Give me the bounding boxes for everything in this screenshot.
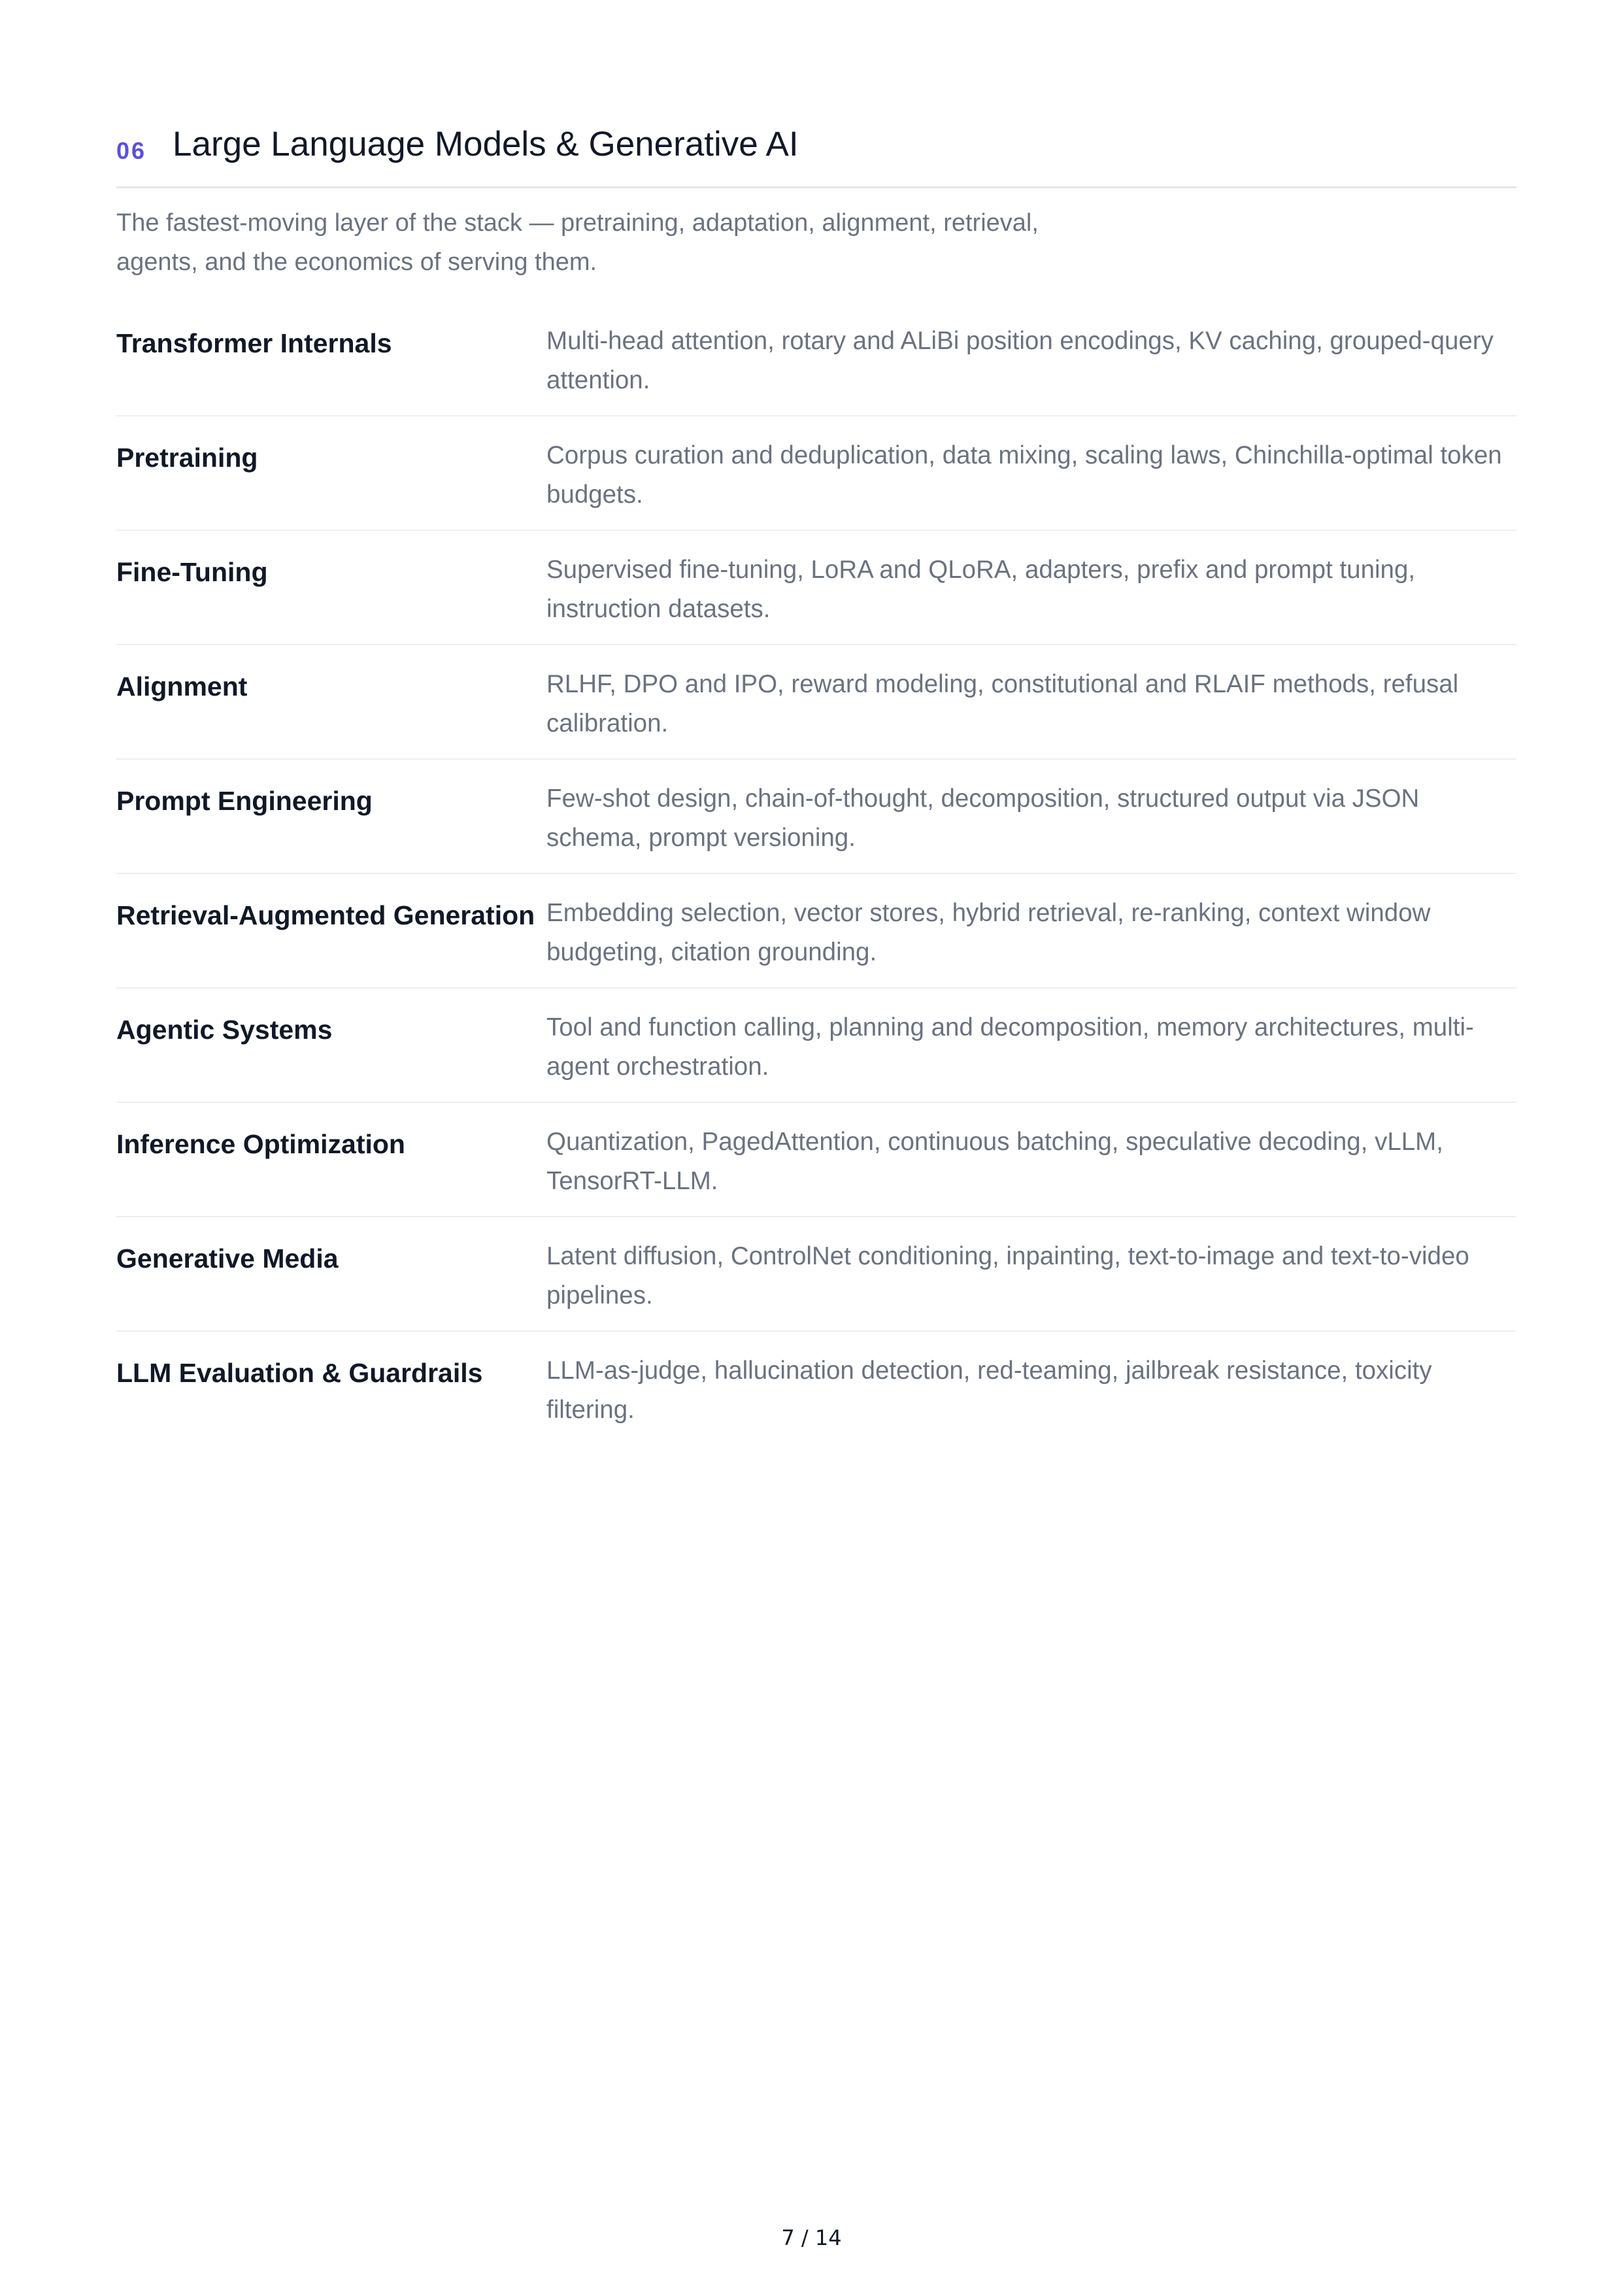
topic-description: Quantization, PagedAttention, continuous batching, speculative decoding, vLLM, TensorRT-LLM. [546, 1128, 1443, 1195]
topic-row [116, 1103, 1516, 1217]
page-number: 7 / 14 [781, 2225, 842, 2250]
topic-name: Transformer Internals [116, 328, 392, 358]
topic-row [116, 531, 1516, 645]
topic-name: Fine-Tuning [116, 557, 268, 587]
topic-name: Prompt Engineering [116, 786, 373, 816]
section-number: 06 [116, 137, 147, 164]
topic-name: Inference Optimization [116, 1129, 405, 1159]
topic-row [116, 988, 1516, 1103]
topic-description: Tool and function calling, planning and decomposition, memory architectures, multi-agent orchestration. [546, 1013, 1474, 1081]
topic-description: Few-shot design, chain-of-thought, decomposition, structured output via JSON schema, prompt versioning. [546, 785, 1420, 852]
section-header [116, 124, 1516, 188]
topic-row [116, 874, 1516, 988]
topic-name: Alignment [116, 671, 248, 701]
topic-row [116, 645, 1516, 760]
section-intro [116, 203, 1162, 282]
topic-description: Latent diffusion, ControlNet conditioning, inpainting, text-to-image and text-to-video pipelines. [546, 1242, 1469, 1309]
topic-row [116, 1217, 1516, 1332]
topic-description: Corpus curation and deduplication, data mixing, scaling laws, Chinchilla-optimal token budgets. [546, 441, 1502, 509]
section-intro-line: agents, and the economics of serving them. [116, 248, 597, 276]
topic-name: Agentic Systems [116, 1015, 333, 1045]
section-title: Large Language Models & Generative AI [173, 125, 799, 163]
section-intro-line: The fastest-moving layer of the stack — pretraining, adaptation, alignment, retrieval, [116, 209, 1039, 237]
topic-description: RLHF, DPO and IPO, reward modeling, constitutional and RLAIF methods, refusal calibration. [546, 670, 1459, 737]
topic-row [116, 302, 1516, 416]
topic-name: Pretraining [116, 443, 258, 473]
topic-row [116, 1332, 1516, 1446]
topic-row [116, 760, 1516, 874]
topic-name: Retrieval-Augmented Generation [116, 900, 535, 930]
topic-description: Multi-head attention, rotary and ALiBi position encodings, KV caching, grouped-query attention. [546, 327, 1494, 394]
topic-name: Generative Media [116, 1243, 339, 1274]
topic-description: Supervised fine-tuning, LoRA and QLoRA, adapters, prefix and prompt tuning, instruction datasets. [546, 556, 1416, 623]
topic-description: LLM-as-judge, hallucination detection, red-teaming, jailbreak resistance, toxicity filtering. [546, 1357, 1432, 1424]
topic-table [116, 302, 1516, 1446]
topic-row [116, 416, 1516, 531]
topic-name: LLM Evaluation & Guardrails [116, 1358, 483, 1388]
topic-description: Embedding selection, vector stores, hybrid retrieval, re-ranking, context window budgeting, citation grounding. [546, 899, 1431, 966]
